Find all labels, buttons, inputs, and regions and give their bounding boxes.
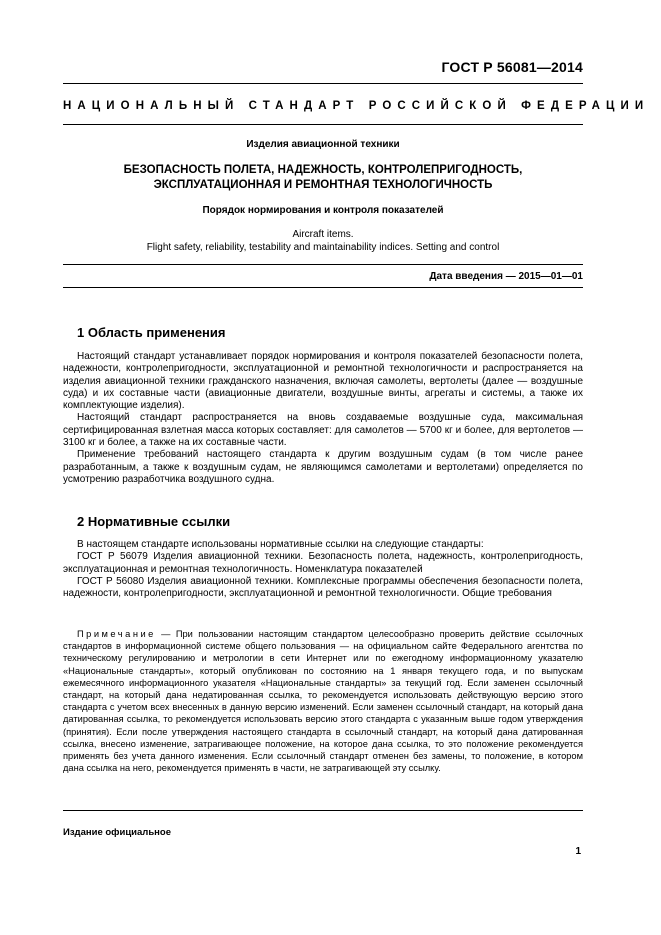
note-label: Примечание <box>77 629 156 639</box>
national-standard-heading: НАЦИОНАЛЬНЫЙ СТАНДАРТ РОССИЙСКОЙ ФЕДЕРАЦИИ <box>63 100 650 112</box>
document-title-line-2: ЭКСПЛУАТАЦИОННАЯ И РЕМОНТНАЯ ТЕХНОЛОГИЧНОСТЬ <box>153 179 493 191</box>
date-rule <box>63 287 583 288</box>
edition-label: Издание официальное <box>63 827 171 838</box>
note-paragraph <box>63 628 583 774</box>
title-rule <box>63 264 583 265</box>
intro-date: Дата введения — 2015—01—01 <box>429 271 583 282</box>
english-title-line-2: Flight safety, reliability, testability and maintainability indices. Setting and control <box>146 241 500 253</box>
section-2-note <box>63 628 583 774</box>
english-title <box>63 229 583 254</box>
section-1-paragraph-1: Настоящий стандарт устанавливает порядок нормирования и контроля показателей безопасности полета, надежности, контролепригодности, эксплуатационной и ремонтной технологичности и распространяется на изделия авиационной техники гражданского назначения, включая самолеты, вертолеты (далее — воздушные суда) и их составные части (авиационные двигатели, воздушные винты, агрегаты и системы, а также их комплектующие изделия). <box>63 351 583 412</box>
section-1-heading: 1 Область применения <box>77 325 226 340</box>
section-1-body <box>63 351 583 486</box>
document-title <box>63 163 583 193</box>
page-number: 1 <box>575 846 581 857</box>
gost-code: ГОСТ Р 56081—2014 <box>441 59 583 75</box>
document-title-line-1: БЕЗОПАСНОСТЬ ПОЛЕТА, НАДЕЖНОСТЬ, КОНТРОЛЕПРИГОДНОСТЬ, <box>123 164 523 176</box>
section-2-paragraph-3: ГОСТ Р 56080 Изделия авиационной техники. Комплексные программы обеспечения безопасности полета, надежности, контролепригодности, эксплуатационной и ремонтной технологичности. Общие требования <box>63 575 583 600</box>
section-2-paragraph-2: ГОСТ Р 56079 Изделия авиационной техники. Безопасность полета, надежность, контролепригодность, эксплуатационная и ремонтная технологичность. Номенклатура показателей <box>63 551 583 575</box>
national-rule <box>63 124 583 125</box>
section-2-paragraph-1: В настоящем стандарте использованы нормативные ссылки на следующие стандарты: <box>77 539 484 550</box>
section-2-heading: 2 Нормативные ссылки <box>77 514 231 529</box>
note-text: — При пользовании настоящим стандартом целесообразно проверить действие ссылочных стандартов в информационной системе общего пользования — на официальном сайте Федерального агентства по техническому регулированию и метрологии в сети Интернет или по ежегодному информационному указателю «Национальные стандарты», который опубликован по состоянию на 1 января текущего года, и по выпускам ежемесячного информационного указателя «Национальные стандарты» за текущий год. Если заменен ссылочный стандарт, на который дана недатированная ссылка, то рекомендуется использовать действующую версию этого стандарта с учетом всех внесенных в данную версию изменений. Если заменен ссылочный стандарт, на который дана датированная ссылка, то рекомендуется использовать версию этого стандарта с указанным выше годом утверждения (принятия). Если после утверждения настоящего стандарта в ссылочный стандарт, на который дана датированная ссылка, внесено изменение, затрагивающее положение, на которое дана ссылка, то это положение рекомендуется применять без учета данного изменения. Если ссылочный стандарт отменен без замены, то положение, в котором дана ссылка на него, рекомендуется применять в части, не затрагивающей эту ссылку. <box>63 629 583 774</box>
header-rule <box>63 83 583 84</box>
section-1-paragraph-2: Настоящий стандарт распространяется на вновь создаваемые воздушные суда, максимальная сертифицированная взлетная масса которых составляет: для самолетов — 5700 кг и более, для вертолетов — 3100 кг и более, а также на их составные части. <box>63 412 583 449</box>
footer-rule <box>63 810 583 811</box>
document-subtitle: Изделия авиационной техники <box>246 139 400 150</box>
section-2-body <box>63 539 583 600</box>
document-order-title: Порядок нормирования и контроля показателей <box>202 205 444 216</box>
section-1-paragraph-3: Применение требований настоящего стандарта к другим воздушным судам (в том числе ранее разработанным, а также к воздушным судам, не являющимся самолетами и вертолетами) определяется по усмотрению разработчика воздушного судна. <box>63 449 583 485</box>
english-title-line-1: Aircraft items. <box>292 229 354 240</box>
